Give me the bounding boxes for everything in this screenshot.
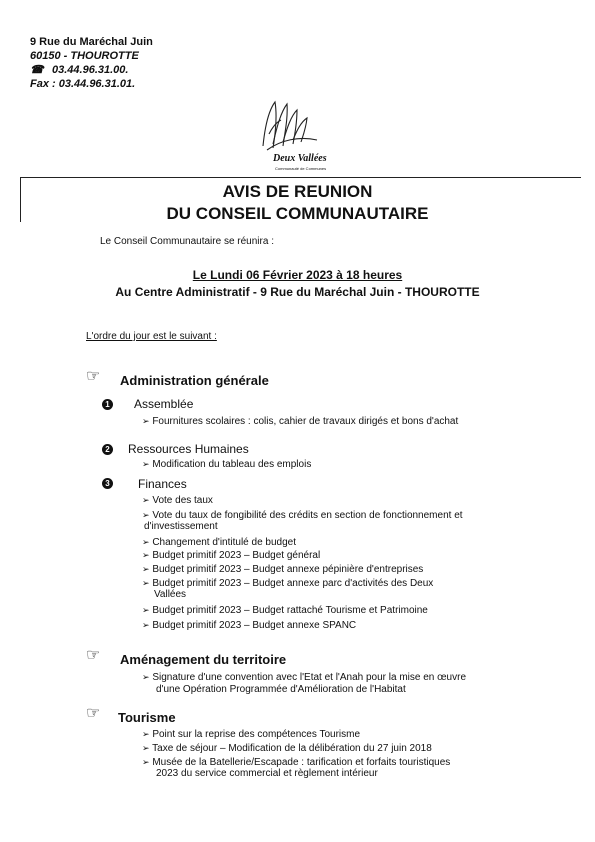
arrow-bullet-icon: ➢ xyxy=(142,757,150,767)
list-item: ➢ Budget primitif 2023 – Budget général xyxy=(142,550,321,561)
title-line-1: AVIS DE REUNION xyxy=(222,182,373,201)
meeting-date: Le Lundi 06 Février 2023 à 18 heures xyxy=(192,268,403,282)
fax-line: Fax : 03.44.96.31.01. xyxy=(30,78,136,90)
section-title-administration: Administration générale xyxy=(120,373,269,388)
arrow-bullet-icon: ➢ xyxy=(142,550,150,560)
subsection-title-rh: Ressources Humaines xyxy=(128,442,249,456)
list-item-continuation: 2023 du service commercial et règlement intérieur xyxy=(156,768,378,779)
list-item-continuation: Vallées xyxy=(154,589,187,600)
arrow-bullet-icon: ➢ xyxy=(142,416,150,426)
arrow-bullet-icon: ➢ xyxy=(142,672,150,682)
list-item: ➢ Modification du tableau des emplois xyxy=(142,459,312,470)
list-item: ➢ Signature d'une convention avec l'Etat et l'Anah pour la mise en œuvre xyxy=(142,672,467,683)
list-item: ➢ Changement d'intitulé de budget xyxy=(142,537,297,548)
list-item: ➢ Budget primitif 2023 – Budget annexe SPANC xyxy=(142,620,357,631)
list-item: ➢ Budget primitif 2023 – Budget annexe pépinière d'entreprises xyxy=(142,564,424,575)
intro-text: Le Conseil Communautaire se réunira : xyxy=(100,236,274,247)
list-item: ➢ Budget primitif 2023 – Budget annexe parc d'activités des Deux xyxy=(142,578,434,589)
meeting-place: Au Centre Administratif - 9 Rue du Maréchal Juin - THOUROTTE xyxy=(115,285,480,299)
list-item: ➢ Taxe de séjour – Modification de la délibération du 27 juin 2018 xyxy=(142,743,432,754)
arrow-bullet-icon: ➢ xyxy=(142,620,150,630)
arrow-bullet-icon: ➢ xyxy=(142,578,150,588)
number-2-icon: 2 xyxy=(102,444,113,455)
list-item: ➢ Fournitures scolaires : colis, cahier de travaux dirigés et bons d'achat xyxy=(142,416,459,427)
title-line-2: DU CONSEIL COMMUNAUTAIRE xyxy=(166,204,429,223)
pointing-hand-icon: ☞ xyxy=(86,368,101,385)
phone-number: 03.44.96.31.00. xyxy=(52,64,129,76)
list-item: ➢ Budget primitif 2023 – Budget rattaché Tourisme et Patrimoine xyxy=(142,605,428,616)
address-city: 60150 - THOUROTTE xyxy=(30,50,139,62)
list-item: ➢ Musée de la Batellerie/Escapade : tarification et forfaits touristiques xyxy=(142,757,451,768)
arrow-bullet-icon: ➢ xyxy=(142,495,150,505)
address-street: 9 Rue du Maréchal Juin xyxy=(30,36,153,48)
list-item-continuation: d'investissement xyxy=(144,521,218,532)
list-item: ➢ Vote du taux de fongibilité des crédits en section de fonctionnement et xyxy=(142,510,463,521)
phone-icon: ☎ xyxy=(30,64,44,76)
arrow-bullet-icon: ➢ xyxy=(142,743,150,753)
logo-subtitle: Communauté de Communes xyxy=(275,166,327,171)
arrow-bullet-icon: ➢ xyxy=(142,564,150,574)
subsection-title-assemblee: Assemblée xyxy=(134,397,194,411)
subsection-title-finances: Finances xyxy=(138,477,187,491)
logo-name: Deux Vallées xyxy=(273,153,327,164)
arrow-bullet-icon: ➢ xyxy=(142,459,150,469)
pointing-hand-icon: ☞ xyxy=(86,705,101,722)
logo xyxy=(255,96,335,178)
list-item-continuation: d'une Opération Programmée d'Amélioration de l'Habitat xyxy=(156,684,406,695)
phone-line xyxy=(30,64,128,77)
arrow-bullet-icon: ➢ xyxy=(142,510,150,520)
list-item: ➢ Vote des taux xyxy=(142,495,213,506)
arrow-bullet-icon: ➢ xyxy=(142,729,150,739)
arrow-bullet-icon: ➢ xyxy=(142,537,150,547)
section-title-amenagement: Aménagement du territoire xyxy=(120,652,287,667)
agenda-intro: L'ordre du jour est le suivant : xyxy=(86,331,217,342)
logo-mark-icon xyxy=(255,96,335,156)
section-title-tourisme: Tourisme xyxy=(118,710,176,725)
list-item: ➢ Point sur la reprise des compétences Tourisme xyxy=(142,729,361,740)
arrow-bullet-icon: ➢ xyxy=(142,605,150,615)
pointing-hand-icon: ☞ xyxy=(86,647,101,664)
number-1-icon: 1 xyxy=(102,399,113,410)
number-3-icon: 3 xyxy=(102,478,113,489)
